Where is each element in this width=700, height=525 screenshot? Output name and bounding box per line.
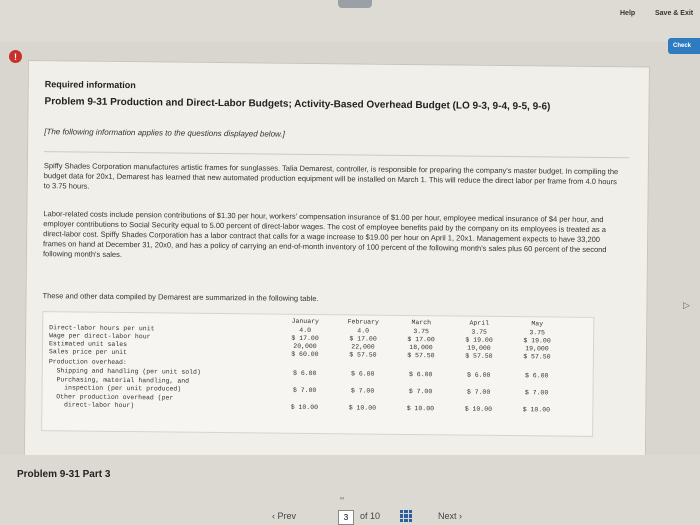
table-cell: $ 6.00: [408, 371, 433, 379]
help-link[interactable]: Help: [620, 10, 636, 17]
next-label: Next: [438, 511, 457, 521]
row-label: Other production overhead (per: [48, 393, 174, 402]
table-cell: $ 10.00: [522, 406, 551, 414]
top-bar: [0, 0, 700, 42]
month-header: May: [531, 320, 544, 328]
table-cell: $ 57.50: [523, 353, 551, 361]
table-cell: [513, 363, 561, 364]
cursor-arrow-icon: ▷: [683, 300, 690, 310]
row-label: direct-labor hour): [48, 401, 135, 410]
table-cell: $ 6.00: [466, 371, 491, 379]
table-cell: [397, 380, 445, 381]
paragraph-3: These and other data compiled by Demarest are summarized in the following table.: [42, 291, 319, 304]
check-button[interactable]: Check: [668, 38, 700, 54]
next-arrow-icon: ›: [459, 511, 463, 521]
table-cell: 3.75: [413, 328, 430, 336]
part-title: Problem 9-31 Part 3: [17, 469, 111, 480]
row-label: Estimated unit sales: [48, 340, 128, 349]
data-table: [41, 311, 594, 437]
table-cell: $ 60.00: [291, 350, 319, 359]
table-cell: $ 10.00: [406, 404, 435, 413]
table-cell: [338, 396, 386, 397]
table-cell: 19,000: [525, 345, 549, 353]
month-header: March: [411, 319, 432, 327]
page-grid-icon[interactable]: [400, 510, 412, 522]
table-cell: 4.0: [299, 326, 312, 334]
table-cell: [339, 379, 387, 380]
table-cell: $ 6.00: [350, 370, 375, 378]
row-label: Wage per direct-labor hour: [49, 332, 151, 341]
problem-title: Problem 9-31 Production and Direct-Labor Budgets; Activity-Based Overhead Budget (LO 9-3, 9-4, 9-5, 9-6): [44, 96, 551, 113]
month-header: April: [469, 319, 490, 327]
table-cell: 20,000: [293, 342, 317, 351]
table-cell: $ 17.00: [291, 334, 319, 343]
next-button[interactable]: [438, 511, 462, 521]
prev-arrow-icon: ‹: [272, 511, 275, 521]
row-label: Purchasing, material handling, and: [48, 376, 190, 385]
table-cell: [455, 380, 503, 381]
table-cell: $ 10.00: [290, 403, 319, 412]
table-cell: $ 17.00: [349, 335, 377, 343]
table-cell: $ 7.00: [292, 386, 317, 395]
table-cell: $ 57.50: [407, 351, 435, 360]
table-cell: $ 10.00: [464, 405, 493, 413]
page-number[interactable]: 3: [338, 510, 354, 525]
table-cell: $ 10.00: [348, 404, 377, 412]
scroll-glyph-icon: ∞: [340, 496, 345, 502]
paragraph-2: Labor-related costs include pension contributions of $1.30 per hour, workers' compensation insurance of $1.00 per hour, employee medical insurance of $4 per hour, and employer contributions to Social Security equal to 5.00 percent of direct-labor wages. The cost of employee benefits paid by the company on its employees is treated as a direct-labor cost. Spiffy Shades Corporation has a labor contract that calls for a wage increase to $19.00 per hour on April 1, 20x1. Management expects to have 33,200 frames on hand at December 31, 20x0, and has a policy of carrying an end-of-month inventory of 100 percent of the following month's sales plus 60 percent of the second following month's sales.: [42, 209, 607, 259]
table-cell: 19,000: [467, 344, 491, 352]
table-cell: $ 7.00: [524, 389, 549, 397]
table-cell: $ 57.50: [465, 352, 493, 360]
alert-icon: !: [9, 50, 22, 63]
table-cell: $ 6.00: [524, 372, 549, 380]
table-cell: [280, 396, 328, 397]
table-cell: [455, 362, 503, 363]
applies-note: [The following information applies to the questions displayed below.]: [44, 127, 285, 139]
table-cell: $ 7.00: [350, 387, 375, 395]
table-cell: $ 7.00: [408, 388, 433, 396]
row-label: Sales price per unit: [48, 348, 127, 357]
table-cell: [397, 362, 445, 363]
prev-button[interactable]: [272, 511, 296, 521]
table-cell: 22,000: [351, 343, 375, 351]
table-cell: $ 17.00: [407, 335, 435, 344]
table-cell: 4.0: [357, 327, 370, 335]
table-cell: [339, 361, 387, 362]
question-panel: [24, 60, 650, 463]
paragraph-1: Spiffy Shades Corporation manufactures artistic frames for sunglasses. Talia Demarest, controller, is responsible for preparing the company's master budget. In compiling the budget data for 20x1, Demarest has learned that new automated production equipment will be installed on March 1. This will reduce the direct labor per frame from 4.0 hours to 3.75 hours.: [43, 161, 619, 191]
table-cell: [396, 397, 444, 398]
table-cell: $ 7.00: [466, 388, 491, 396]
page-of: of 10: [360, 511, 381, 521]
table-cell: 3.75: [529, 329, 546, 337]
table-cell: [281, 379, 329, 380]
month-header: February: [347, 318, 379, 326]
row-label: Direct-labor hours per unit: [49, 324, 155, 333]
table-cell: $ 57.50: [349, 351, 377, 359]
required-heading: Required information: [44, 79, 136, 91]
table-cell: [281, 361, 329, 362]
row-label: Shipping and handling (per unit sold): [48, 367, 201, 376]
save-exit-link[interactable]: Save & Exit: [655, 10, 694, 17]
table-cell: 3.75: [471, 328, 488, 336]
table-cell: 18,000: [409, 344, 433, 352]
table-cell: [454, 397, 502, 398]
table-cell: $ 19.00: [465, 336, 493, 344]
month-header: January: [291, 317, 319, 326]
divider: [44, 151, 629, 158]
row-label: inspection (per unit produced): [48, 384, 182, 393]
prev-label: Prev: [277, 511, 297, 521]
table-cell: [512, 398, 560, 399]
table-cell: [513, 381, 561, 382]
table-cell: $ 19.00: [523, 337, 551, 345]
table-cell: $ 6.00: [292, 369, 317, 378]
row-label: Production overhead:: [48, 358, 127, 367]
top-tab[interactable]: [338, 0, 372, 8]
